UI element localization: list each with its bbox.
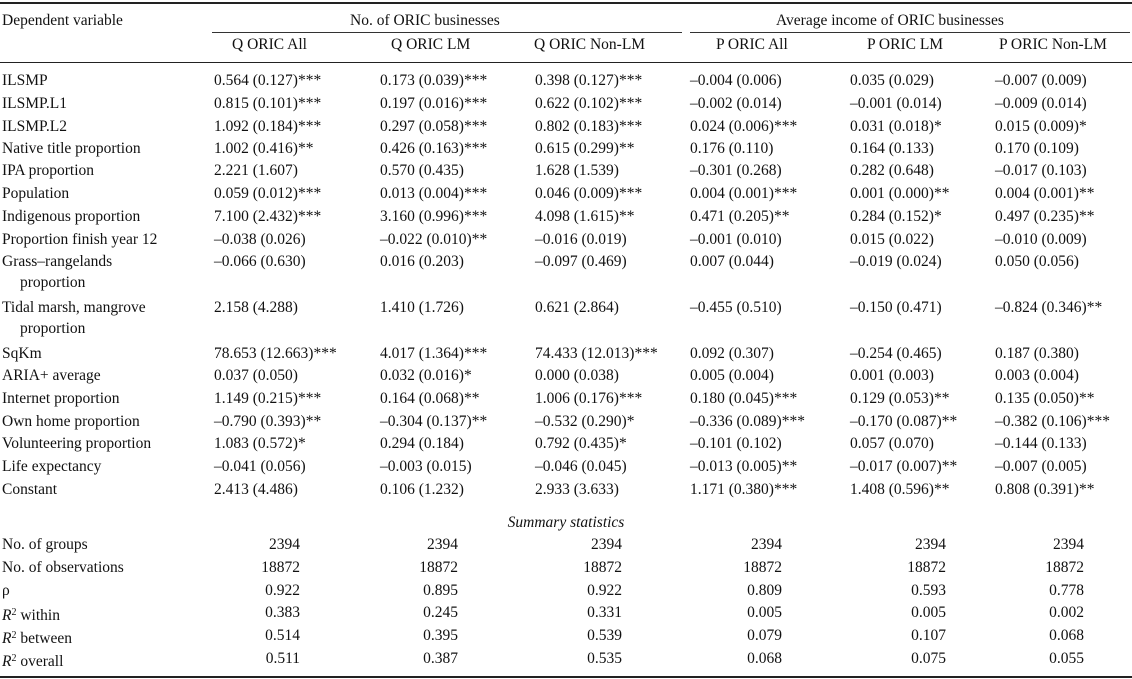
summary-value-cell: 0.055: [1049, 650, 1084, 667]
summary-value-cell: 2394: [591, 536, 622, 553]
coefficient-cell: 0.808 (0.391)**: [995, 481, 1095, 498]
coefficient-cell: –0.041 (0.056): [214, 458, 306, 475]
group-underline-income: [690, 32, 1130, 33]
coefficient-cell: 0.471 (0.205)**: [690, 208, 790, 225]
summary-value-cell: 0.809: [747, 582, 782, 599]
table-row: [0, 138, 1132, 160]
summary-value-cell: 0.539: [587, 627, 622, 644]
summary-value-cell: 0.107: [911, 627, 946, 644]
row-label: Population: [2, 185, 70, 202]
coefficient-cell: 0.164 (0.068)**: [380, 390, 480, 407]
col-header-q-oric-lm: Q ORIC LM: [391, 36, 471, 53]
coefficient-cell: –0.046 (0.045): [535, 458, 627, 475]
group-header-income: Average income of ORIC businesses: [776, 12, 1004, 29]
col-header-p-oric-non-lm: P ORIC Non-LM: [999, 36, 1107, 53]
summary-value-cell: 0.514: [265, 627, 300, 644]
summary-row-label: [2, 625, 72, 650]
row-label: Proportion finish year 12: [2, 231, 158, 248]
coefficient-cell: 0.031 (0.018)*: [850, 118, 942, 135]
coefficient-cell: 0.615 (0.299)**: [535, 140, 635, 157]
summary-value-cell: 18872: [583, 559, 622, 576]
coefficient-cell: 0.564 (0.127)***: [214, 72, 322, 89]
summary-value-cell: 0.395: [423, 627, 458, 644]
coefficient-cell: –0.038 (0.026): [214, 231, 306, 248]
summary-value-cell: 2394: [751, 536, 782, 553]
coefficient-cell: –0.455 (0.510): [690, 299, 782, 316]
summary-row: [0, 602, 1132, 624]
row-label: Life expectancy: [2, 458, 102, 475]
coefficient-cell: 0.050 (0.056): [995, 253, 1079, 270]
col-header-p-oric-all: P ORIC All: [716, 36, 788, 53]
coefficient-cell: –0.002 (0.014): [690, 95, 782, 112]
coefficient-cell: 0.398 (0.127)***: [535, 72, 643, 89]
coefficient-cell: 7.100 (2.432)***: [214, 208, 322, 225]
table-row: [0, 93, 1132, 115]
coefficient-cell: –0.017 (0.103): [995, 162, 1087, 179]
coefficient-cell: 2.158 (4.288): [214, 299, 298, 316]
coefficient-cell: 0.164 (0.133): [850, 140, 934, 157]
coefficient-cell: 0.004 (0.001)***: [690, 185, 798, 202]
coefficient-cell: 0.004 (0.001)**: [995, 185, 1095, 202]
coefficient-cell: –0.013 (0.005)**: [690, 458, 798, 475]
summary-row: [0, 534, 1132, 556]
summary-row: [0, 557, 1132, 579]
coefficient-cell: 0.016 (0.203): [380, 253, 464, 270]
summary-value-cell: 0.535: [587, 650, 622, 667]
coefficient-cell: –0.790 (0.393)**: [214, 413, 322, 430]
coefficient-cell: –0.017 (0.007)**: [850, 458, 958, 475]
coefficient-cell: 0.015 (0.022): [850, 231, 934, 248]
summary-row-label: [2, 602, 60, 627]
table-row: [0, 297, 1132, 337]
coefficient-cell: 0.005 (0.004): [690, 367, 774, 384]
coefficient-cell: –0.007 (0.009): [995, 72, 1087, 89]
coefficient-cell: –0.009 (0.014): [995, 95, 1087, 112]
bottom-rule: [0, 676, 1132, 678]
coefficient-cell: 1.410 (1.726): [380, 299, 464, 316]
coefficient-cell: –0.022 (0.010)**: [380, 231, 488, 248]
coefficient-cell: 0.007 (0.044): [690, 253, 774, 270]
coefficient-cell: 0.173 (0.039)***: [380, 72, 488, 89]
summary-row-label: ρ: [2, 582, 10, 599]
top-rule: [0, 2, 1132, 4]
coefficient-cell: 2.221 (1.607): [214, 162, 298, 179]
summary-row: [0, 580, 1132, 602]
row-label: IPA proportion: [2, 162, 95, 179]
table-row: [0, 183, 1132, 205]
coefficient-cell: –0.004 (0.006): [690, 72, 782, 89]
coefficient-cell: 1.628 (1.539): [535, 162, 619, 179]
col-header-q-oric-non-lm: Q ORIC Non-LM: [534, 36, 646, 53]
summary-value-cell: 2394: [427, 536, 458, 553]
coefficient-cell: 0.802 (0.183)***: [535, 118, 643, 135]
r-squared-symbol: R: [2, 653, 12, 670]
summary-value-cell: 0.331: [587, 604, 622, 621]
row-label: Volunteering proportion: [2, 435, 152, 452]
summary-row: [0, 648, 1132, 670]
summary-value-cell: 18872: [419, 559, 458, 576]
coefficient-cell: 0.001 (0.003): [850, 367, 934, 384]
coefficient-cell: 0.015 (0.009)*: [995, 118, 1087, 135]
coefficient-cell: 0.815 (0.101)***: [214, 95, 322, 112]
coefficient-cell: –0.007 (0.005): [995, 458, 1087, 475]
coefficient-cell: –0.097 (0.469): [535, 253, 627, 270]
summary-label-text: overall: [16, 653, 64, 670]
table-row: [0, 251, 1132, 291]
row-label: ILSMP: [2, 72, 48, 89]
coefficient-cell: –0.170 (0.087)**: [850, 413, 958, 430]
col-header-q-oric-all: Q ORIC All: [232, 36, 307, 53]
table-row: [0, 479, 1132, 501]
coefficient-cell: 0.013 (0.004)***: [380, 185, 488, 202]
coefficient-cell: –0.144 (0.133): [995, 435, 1087, 452]
coefficient-cell: 0.003 (0.004): [995, 367, 1079, 384]
coefficient-cell: 0.187 (0.380): [995, 345, 1079, 362]
summary-value-cell: 2394: [269, 536, 300, 553]
coefficient-cell: 0.622 (0.102)***: [535, 95, 643, 112]
summary-value-cell: 0.778: [1049, 582, 1084, 599]
coefficient-cell: –0.101 (0.102): [690, 435, 782, 452]
coefficient-cell: 0.037 (0.050): [214, 367, 298, 384]
coefficient-cell: 0.001 (0.000)**: [850, 185, 950, 202]
coefficient-cell: 0.092 (0.307): [690, 345, 774, 362]
summary-value-cell: 0.922: [265, 582, 300, 599]
table-row: [0, 411, 1132, 433]
coefficient-cell: –0.016 (0.019): [535, 231, 627, 248]
table-row: [0, 433, 1132, 455]
coefficient-cell: –0.003 (0.015): [380, 458, 472, 475]
summary-value-cell: 0.002: [1049, 604, 1084, 621]
coefficient-cell: 0.129 (0.053)**: [850, 390, 950, 407]
coefficient-cell: 1.092 (0.184)***: [214, 118, 322, 135]
coefficient-cell: 0.197 (0.016)***: [380, 95, 488, 112]
table-row: [0, 206, 1132, 228]
coefficient-cell: 0.294 (0.184): [380, 435, 464, 452]
table-row: [0, 229, 1132, 251]
coefficient-cell: 0.024 (0.006)***: [690, 118, 798, 135]
coefficient-cell: 0.035 (0.029): [850, 72, 934, 89]
row-label: Internet proportion: [2, 390, 120, 407]
row-label-continuation: proportion: [20, 320, 86, 337]
row-label: ARIA+ average: [2, 367, 101, 384]
table-row: [0, 456, 1132, 478]
dependent-variable-header: Dependent variable: [2, 12, 123, 29]
coefficient-cell: 0.176 (0.110): [690, 140, 774, 157]
coefficient-cell: 0.570 (0.435): [380, 162, 464, 179]
row-label: Tidal marsh, mangrove: [2, 299, 146, 316]
summary-label-text: between: [16, 630, 72, 647]
coefficient-cell: 78.653 (12.663)***: [214, 345, 337, 362]
coefficient-cell: 0.046 (0.009)***: [535, 185, 643, 202]
superscript: 2: [11, 630, 17, 641]
header-rule: [0, 62, 1132, 63]
summary-row: [0, 625, 1132, 647]
coefficient-cell: 1.408 (0.596)**: [850, 481, 950, 498]
coefficient-cell: 0.057 (0.070): [850, 435, 934, 452]
summary-value-cell: 0.387: [423, 650, 458, 667]
summary-value-cell: 0.383: [265, 604, 300, 621]
coefficient-cell: 0.059 (0.012)***: [214, 185, 322, 202]
coefficient-cell: –0.001 (0.010): [690, 231, 782, 248]
coefficient-cell: –0.066 (0.630): [214, 253, 306, 270]
coefficient-cell: 3.160 (0.996)***: [380, 208, 488, 225]
coefficient-cell: 0.180 (0.045)***: [690, 390, 798, 407]
coefficient-cell: –0.010 (0.009): [995, 231, 1087, 248]
coefficient-cell: 1.149 (0.215)***: [214, 390, 322, 407]
superscript: 2: [11, 607, 17, 618]
summary-value-cell: 0.005: [747, 604, 782, 621]
coefficient-cell: 1.006 (0.176)***: [535, 390, 643, 407]
coefficient-cell: 1.083 (0.572)*: [214, 435, 306, 452]
table-row: [0, 160, 1132, 182]
table-row: [0, 343, 1132, 365]
summary-value-cell: 18872: [907, 559, 946, 576]
superscript: 2: [11, 653, 17, 664]
coefficient-cell: –0.019 (0.024): [850, 253, 942, 270]
coefficient-cell: 0.621 (2.864): [535, 299, 619, 316]
summary-value-cell: 18872: [1045, 559, 1084, 576]
summary-value-cell: 0.245: [423, 604, 458, 621]
summary-value-cell: 0.005: [911, 604, 946, 621]
summary-value-cell: 2394: [1053, 536, 1084, 553]
summary-row-label: [2, 648, 63, 673]
summary-statistics-title: Summary statistics: [507, 514, 625, 531]
coefficient-cell: 0.284 (0.152)*: [850, 208, 942, 225]
row-label: Grass–rangelands: [2, 253, 113, 270]
coefficient-cell: –0.382 (0.106)***: [995, 413, 1110, 430]
table-row: [0, 365, 1132, 387]
coefficient-cell: –0.254 (0.465): [850, 345, 942, 362]
row-label: ILSMP.L1: [2, 95, 68, 112]
summary-value-cell: 2394: [915, 536, 946, 553]
coefficient-cell: –0.001 (0.014): [850, 95, 942, 112]
r-squared-symbol: R: [2, 607, 12, 624]
summary-value-cell: 0.511: [265, 650, 300, 667]
coefficient-cell: 4.017 (1.364)***: [380, 345, 488, 362]
coefficient-cell: 0.297 (0.058)***: [380, 118, 488, 135]
summary-value-cell: 0.922: [587, 582, 622, 599]
summary-row-label: No. of groups: [2, 536, 88, 553]
col-header-p-oric-lm: P ORIC LM: [867, 36, 944, 53]
coefficient-cell: –0.336 (0.089)***: [690, 413, 805, 430]
summary-value-cell: 18872: [261, 559, 300, 576]
coefficient-cell: 0.000 (0.038): [535, 367, 619, 384]
summary-value-cell: 0.593: [911, 582, 946, 599]
summary-value-cell: 0.895: [423, 582, 458, 599]
coefficient-cell: 4.098 (1.615)**: [535, 208, 635, 225]
group-underline-count: [212, 32, 682, 33]
row-label: Indigenous proportion: [2, 208, 141, 225]
summary-value-cell: 18872: [743, 559, 782, 576]
row-label: Own home proportion: [2, 413, 140, 430]
coefficient-cell: –0.150 (0.471): [850, 299, 942, 316]
coefficient-cell: 0.426 (0.163)***: [380, 140, 488, 157]
coefficient-cell: 0.282 (0.648): [850, 162, 934, 179]
summary-row-label: No. of observations: [2, 559, 124, 576]
summary-value-cell: 0.075: [911, 650, 946, 667]
summary-value-cell: 0.079: [747, 627, 782, 644]
coefficient-cell: 0.170 (0.109): [995, 140, 1079, 157]
coefficient-cell: –0.304 (0.137)**: [380, 413, 488, 430]
row-label: ILSMP.L2: [2, 118, 68, 135]
table-row: [0, 70, 1132, 92]
coefficient-cell: 1.171 (0.380)***: [690, 481, 798, 498]
summary-value-cell: 0.068: [747, 650, 782, 667]
coefficient-cell: 0.135 (0.050)**: [995, 390, 1095, 407]
coefficient-cell: 2.933 (3.633): [535, 481, 619, 498]
row-label-continuation: proportion: [20, 274, 86, 291]
coefficient-cell: 74.433 (12.013)***: [535, 345, 658, 362]
coefficient-cell: 2.413 (4.486): [214, 481, 298, 498]
row-label: Native title proportion: [2, 140, 141, 157]
coefficient-cell: –0.301 (0.268): [690, 162, 782, 179]
table-row: [0, 388, 1132, 410]
summary-value-cell: 0.068: [1049, 627, 1084, 644]
table-row: [0, 116, 1132, 138]
coefficient-cell: –0.532 (0.290)*: [535, 413, 635, 430]
coefficient-cell: –0.824 (0.346)**: [995, 299, 1103, 316]
coefficient-cell: 1.002 (0.416)**: [214, 140, 314, 157]
row-label: SqKm: [2, 345, 42, 362]
r-squared-symbol: R: [2, 630, 12, 647]
coefficient-cell: 0.032 (0.016)*: [380, 367, 472, 384]
coefficient-cell: 0.792 (0.435)*: [535, 435, 627, 452]
coefficient-cell: 0.497 (0.235)**: [995, 208, 1095, 225]
group-header-count: No. of ORIC businesses: [350, 12, 500, 29]
coefficient-cell: 0.106 (1.232): [380, 481, 464, 498]
summary-label-text: within: [16, 607, 60, 624]
row-label: Constant: [2, 481, 58, 498]
